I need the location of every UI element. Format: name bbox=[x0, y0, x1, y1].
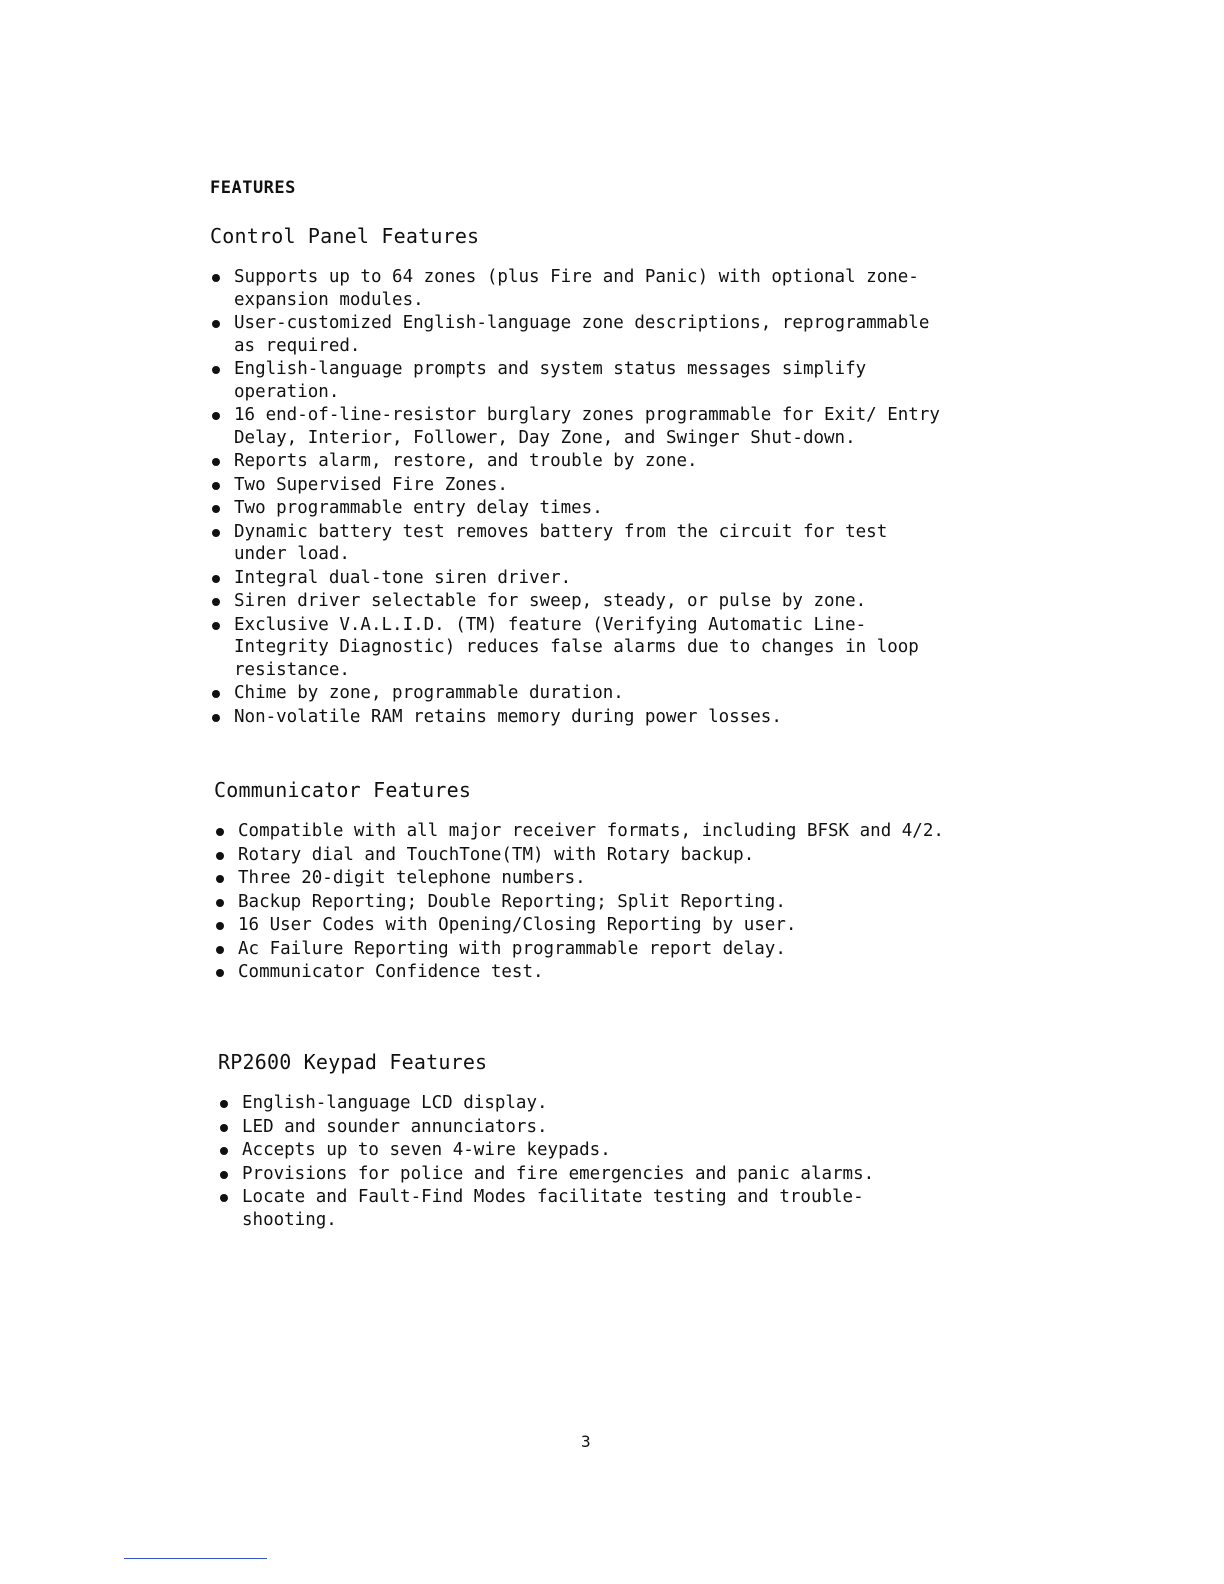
bullet-icon bbox=[216, 852, 224, 860]
feature-text: 16 end-of-line-resistor burglary zones programmable for Exit/ Entry Delay, Interior, Follower, Day Zone, and Swinger Shut-down. bbox=[234, 405, 940, 448]
feature-text: Compatible with all major receiver formats, including BFSK and 4/2. bbox=[238, 821, 944, 841]
bullet-icon bbox=[220, 1147, 228, 1155]
feature-text: Siren driver selectable for sweep, steady, or pulse by zone. bbox=[234, 591, 867, 611]
list-item bbox=[210, 682, 950, 705]
feature-text: Supports up to 64 zones (plus Fire and Panic) with optional zone-expansion modules. bbox=[234, 267, 919, 310]
bullet-icon bbox=[216, 946, 224, 954]
document-title: FEATURES bbox=[210, 178, 296, 198]
section-control-panel bbox=[210, 224, 950, 729]
feature-text: Locate and Fault-Find Modes facilitate testing and trouble-shooting. bbox=[242, 1187, 864, 1230]
list-item bbox=[214, 961, 954, 984]
list-item bbox=[210, 450, 950, 473]
bullet-icon bbox=[216, 969, 224, 977]
bullet-icon bbox=[212, 412, 220, 420]
feature-text: Accepts up to seven 4-wire keypads. bbox=[242, 1140, 611, 1160]
feature-text: Non-volatile RAM retains memory during power losses. bbox=[234, 706, 782, 727]
feature-text: Communicator Confidence test. bbox=[238, 962, 544, 982]
list-item bbox=[214, 938, 954, 961]
list-item bbox=[214, 844, 954, 867]
bullet-icon bbox=[212, 598, 220, 606]
list-item bbox=[214, 891, 954, 914]
bullet-icon bbox=[212, 482, 220, 490]
bullet-icon bbox=[216, 922, 224, 930]
feature-list bbox=[218, 1092, 958, 1231]
feature-text: Exclusive V.A.L.I.D. (TM) feature (Verifying Automatic Line-Integrity Diagnostic) reduces false alarms due to changes in loop resistance. bbox=[234, 614, 919, 680]
bullet-icon bbox=[212, 505, 220, 513]
list-item bbox=[214, 914, 954, 937]
feature-text: LED and sounder annunciators. bbox=[242, 1116, 548, 1137]
list-item bbox=[210, 404, 950, 449]
section-heading: Control Panel Features bbox=[210, 224, 480, 248]
feature-text: Ac Failure Reporting with programmable report delay. bbox=[238, 938, 786, 959]
bullet-icon bbox=[220, 1171, 228, 1179]
list-item bbox=[210, 567, 950, 590]
feature-text: Dynamic battery test removes battery from the circuit for test under load. bbox=[234, 521, 888, 564]
list-item bbox=[218, 1139, 958, 1162]
page-number: 3 bbox=[581, 1432, 591, 1451]
feature-text: User-customized English-language zone descriptions, reprogrammable as required. bbox=[234, 313, 930, 356]
section-heading: RP2600 Keypad Features bbox=[218, 1050, 488, 1074]
bullet-icon bbox=[220, 1100, 228, 1108]
bullet-icon bbox=[212, 458, 220, 466]
list-item bbox=[210, 590, 950, 613]
bullet-icon bbox=[216, 875, 224, 883]
bullet-icon bbox=[212, 690, 220, 698]
footer-rule bbox=[124, 1558, 267, 1559]
feature-text: Reports alarm, restore, and trouble by zone. bbox=[234, 451, 698, 471]
list-item bbox=[210, 706, 950, 729]
section-keypad bbox=[218, 1050, 958, 1232]
section-heading: Communicator Features bbox=[214, 778, 472, 802]
section-communicator bbox=[214, 778, 954, 985]
feature-text: Backup Reporting; Double Reporting; Split Reporting. bbox=[238, 891, 786, 912]
list-item bbox=[210, 614, 950, 682]
feature-text: Two Supervised Fire Zones. bbox=[234, 474, 508, 495]
feature-list bbox=[214, 820, 954, 984]
list-item bbox=[218, 1092, 958, 1115]
bullet-icon bbox=[212, 622, 220, 630]
feature-list bbox=[210, 266, 950, 728]
list-item bbox=[210, 497, 950, 520]
list-item bbox=[210, 521, 950, 566]
bullet-icon bbox=[212, 366, 220, 374]
bullet-icon bbox=[216, 899, 224, 907]
bullet-icon bbox=[212, 529, 220, 537]
feature-text: English-language LCD display. bbox=[242, 1093, 548, 1113]
feature-text: Chime by zone, programmable duration. bbox=[234, 683, 624, 703]
bullet-icon bbox=[212, 320, 220, 328]
list-item bbox=[210, 358, 950, 403]
feature-text: Provisions for police and fire emergencies and panic alarms. bbox=[242, 1163, 875, 1184]
list-item bbox=[210, 312, 950, 357]
list-item bbox=[218, 1116, 958, 1139]
feature-text: Two programmable entry delay times. bbox=[234, 498, 603, 518]
bullet-icon bbox=[220, 1124, 228, 1132]
list-item bbox=[218, 1186, 958, 1231]
bullet-icon bbox=[212, 714, 220, 722]
feature-text: 16 User Codes with Opening/Closing Reporting by user. bbox=[238, 915, 797, 935]
list-item bbox=[210, 474, 950, 497]
bullet-icon bbox=[212, 575, 220, 583]
bullet-icon bbox=[216, 828, 224, 836]
feature-text: Three 20-digit telephone numbers. bbox=[238, 868, 586, 888]
feature-text: English-language prompts and system status messages simplify operation. bbox=[234, 359, 867, 402]
feature-text: Rotary dial and TouchTone(TM) with Rotary backup. bbox=[238, 844, 755, 865]
bullet-icon bbox=[220, 1194, 228, 1202]
list-item bbox=[218, 1163, 958, 1186]
feature-text: Integral dual-tone siren driver. bbox=[234, 567, 572, 588]
bullet-icon bbox=[212, 274, 220, 282]
list-item bbox=[214, 820, 954, 843]
list-item bbox=[210, 266, 950, 311]
list-item bbox=[214, 867, 954, 890]
